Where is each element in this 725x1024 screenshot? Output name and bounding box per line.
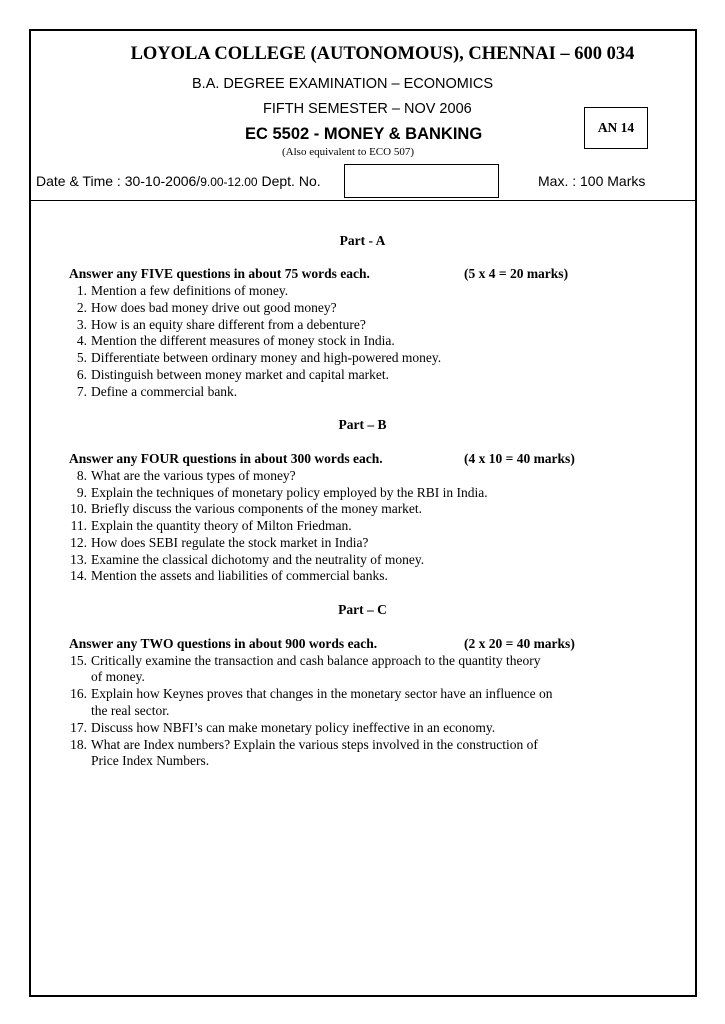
question-number: 13. xyxy=(70,552,87,567)
question-number: 4. xyxy=(76,333,87,348)
semester-line: FIFTH SEMESTER – NOV 2006 xyxy=(263,101,472,117)
question-continuation: the real sector. xyxy=(91,703,170,718)
question-text: Distinguish between money market and capital market. xyxy=(91,367,390,382)
question xyxy=(76,300,337,316)
header-divider xyxy=(29,200,697,201)
max-marks: Max. : 100 Marks xyxy=(538,173,646,189)
question-number: 9. xyxy=(76,485,87,500)
question-text: Define a commercial bank. xyxy=(91,384,238,399)
question-number: 2. xyxy=(76,300,87,315)
question-number: 14. xyxy=(70,568,87,583)
question-text: Briefly discuss the various components of the money market. xyxy=(91,501,423,516)
question xyxy=(70,686,553,702)
question-number: 15. xyxy=(70,653,87,668)
question-number: 6. xyxy=(76,367,87,382)
question-text: What are Index numbers? Explain the various steps involved in the construction of xyxy=(91,737,538,752)
question xyxy=(76,367,390,383)
paper-code: AN 14 xyxy=(597,120,635,135)
degree-line: B.A. DEGREE EXAMINATION – ECONOMICS xyxy=(192,76,494,92)
question-text: Explain the techniques of monetary policy employed by the RBI in India. xyxy=(91,485,488,500)
question xyxy=(70,720,496,736)
course-title: EC 5502 - MONEY & BANKING xyxy=(245,125,483,143)
question-text: How is an equity share different from a debenture? xyxy=(91,317,366,332)
question-continuation: of money. xyxy=(91,669,145,684)
question xyxy=(70,552,425,568)
question xyxy=(70,568,388,584)
part-b-instruction: Answer any FOUR questions in about 300 words each. xyxy=(69,451,383,466)
part-a-title: Part - A xyxy=(339,233,386,248)
question-number: 10. xyxy=(70,501,87,516)
date-label: Date & Time : 30-10-2006/ xyxy=(36,173,201,189)
question-number: 18. xyxy=(70,737,87,752)
question-text: Discuss how NBFI’s can make monetary policy ineffective in an economy. xyxy=(91,720,496,735)
part-b-title: Part – B xyxy=(338,417,387,432)
part-c-marks: (2 x 20 = 40 marks) xyxy=(464,636,575,651)
question xyxy=(76,468,296,484)
part-a-instruction: Answer any FIVE questions in about 75 words each. xyxy=(69,266,370,281)
question xyxy=(70,535,369,551)
question-text: Critically examine the transaction and cash balance approach to the quantity theory xyxy=(91,653,541,668)
part-c-title: Part – C xyxy=(338,602,387,617)
question-text: How does bad money drive out good money? xyxy=(91,300,337,315)
question-number: 3. xyxy=(76,317,87,332)
question-number: 16. xyxy=(70,686,87,701)
question-number: 8. xyxy=(76,468,87,483)
question-text: Differentiate between ordinary money and high-powered money. xyxy=(91,350,442,365)
question-text: Examine the classical dichotomy and the neutrality of money. xyxy=(91,552,425,567)
question-number: 12. xyxy=(70,535,87,550)
question-text: How does SEBI regulate the stock market in India? xyxy=(91,535,369,550)
equivalent-note: (Also equivalent to ECO 507) xyxy=(282,146,414,158)
question xyxy=(76,333,395,349)
question-number: 7. xyxy=(76,384,87,399)
exam-time: 9.00-12.00 xyxy=(200,175,258,189)
college-name: LOYOLA COLLEGE (AUTONOMOUS), CHENNAI – 600 034 xyxy=(130,44,635,64)
question xyxy=(70,653,541,669)
question xyxy=(70,737,538,753)
question-continuation: Price Index Numbers. xyxy=(91,753,210,768)
question-text: Mention a few definitions of money. xyxy=(91,283,289,298)
question xyxy=(76,384,238,400)
dept-number-field[interactable] xyxy=(344,164,499,198)
question-text: Mention the assets and liabilities of commercial banks. xyxy=(91,568,388,583)
dept-label: Dept. No. xyxy=(261,173,321,189)
question xyxy=(76,283,289,299)
question xyxy=(70,518,352,534)
paper-code-box xyxy=(584,107,648,149)
question-text: Explain the quantity theory of Milton Friedman. xyxy=(91,518,352,533)
part-b-marks: (4 x 10 = 40 marks) xyxy=(464,451,575,466)
question xyxy=(76,317,366,333)
date-time xyxy=(36,173,321,189)
question-text: Explain how Keynes proves that changes in the monetary sector have an influence on xyxy=(91,686,553,701)
question-number: 11. xyxy=(70,518,87,533)
question-number: 5. xyxy=(76,350,87,365)
question xyxy=(76,485,488,501)
question-number: 17. xyxy=(70,720,87,735)
question-text: Mention the different measures of money stock in India. xyxy=(91,333,395,348)
question-text: What are the various types of money? xyxy=(91,468,296,483)
part-c-instruction: Answer any TWO questions in about 900 words each. xyxy=(69,636,378,651)
question-number: 1. xyxy=(76,283,87,298)
question xyxy=(76,350,442,366)
question xyxy=(70,501,423,517)
part-a-marks: (5 x 4 = 20 marks) xyxy=(464,266,569,281)
